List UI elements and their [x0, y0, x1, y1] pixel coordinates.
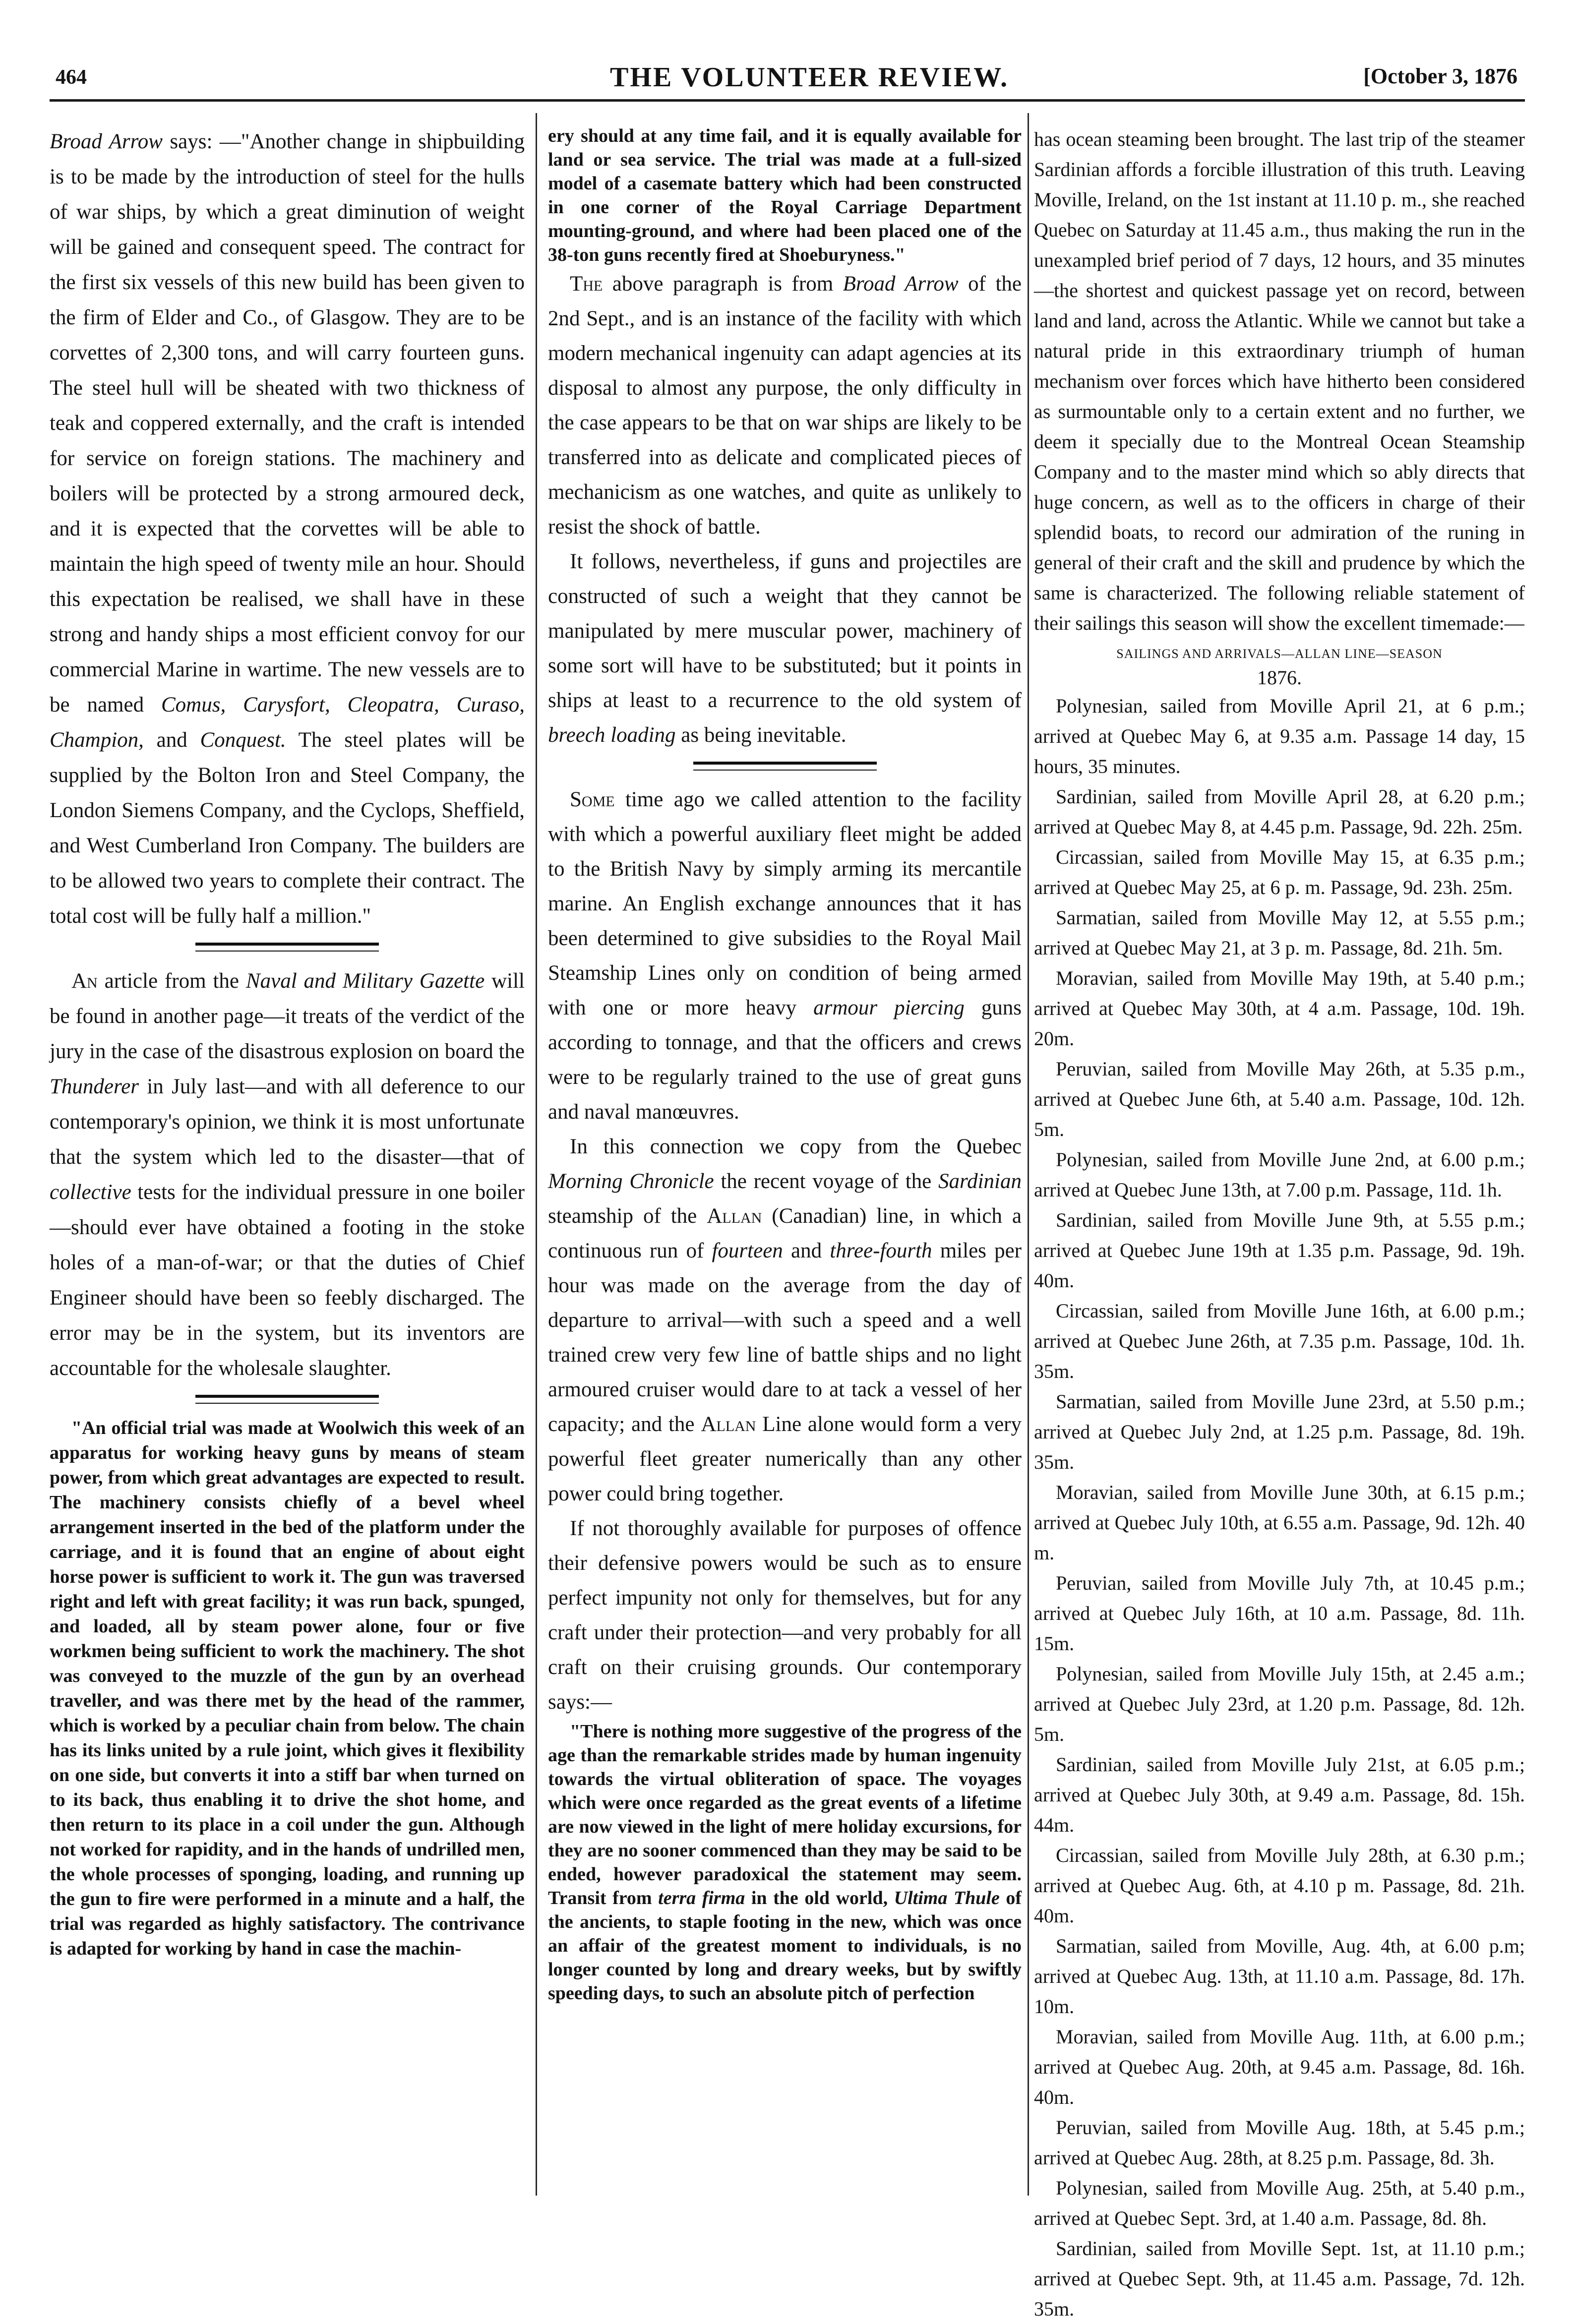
article-text: time ago we called attention to the facility with which a powerful auxiliary fleet might be added to the British Navy by simply arming its mercantile marine. An English exchange announces that it has been determined to give subsidies to the Royal Mail Steamship Lines only on condition of being armed with one or more heavy: [548, 788, 1022, 1019]
line-name: Allan: [707, 1204, 762, 1228]
voyage-list: [1034, 691, 1525, 2324]
ship-name: Sardinian: [938, 1170, 1022, 1193]
article-text: in July last—and with all deference to our contemporary's opinion, we think it is most unfortunate that the system which led to the disaster—that of: [50, 1075, 525, 1169]
header-rule: [50, 99, 1525, 102]
ship-name: Thunderer: [50, 1075, 139, 1098]
article-text: The steel plates will be supplied by the Bolton Iron and Steel Company, the London Siemens Company, and the Cyclops, Sheffield, and West Cumberland Iron Company. The builders are to be allowed two years to complete their contract. The total cost will be fully half a million.": [50, 728, 525, 928]
article-text: of the 2nd Sept., and is an instance of the facility with which modern mechanical ingenuity can adapt agencies at its disposal to almost any purpose, the only difficulty in the case appears to be that on war ships are likely to be transferred into as delicate and complicated pieces of mechanicism as one watches, and quite as unlikely to resist the shock of battle.: [548, 272, 1022, 538]
voyage-entry: Polynesian, sailed from Moville April 21, at 6 p.m.; arrived at Quebec May 6, at 9.35 a.m. Passage 14 day, 15 hours, 35 minutes.: [1034, 695, 1525, 777]
voyage-entry: Peruvian, sailed from Moville May 26th, at 5.35 p.m., arrived at Quebec June 6th, at 5.40 a.m. Passage, 10d. 12h. 5m.: [1034, 1058, 1525, 1140]
article-text: the recent voyage of the: [714, 1170, 938, 1193]
article-breech-loading: [548, 544, 1022, 753]
voyage-entry: Sardinian, sailed from Moville July 21st, at 6.05 p.m.; arrived at Quebec July 30th, at 9.49 a.m. Passage, 8d. 15h. 44m.: [1034, 1753, 1525, 1836]
voyage-entry: Sarmatian, sailed from Moville May 12, at 5.55 p.m.; arrived at Quebec May 21, at 3 p. m. Passage, 8d. 21h. 5m.: [1034, 906, 1525, 959]
newspaper-name: Naval and Military Gazette: [245, 969, 485, 993]
column-3: [1034, 124, 1525, 2324]
article-text: Line alone would form a very powerful fleet greater numerically than any other power could bring together.: [548, 1413, 1022, 1505]
article-text: article from the: [97, 969, 246, 993]
emphasis: three-fourth: [830, 1239, 932, 1262]
article-text: steamship of the: [548, 1204, 707, 1228]
voyage-entry: Sardinian, sailed from Moville Sept. 1st, at 11.10 p.m.; arrived at Quebec Sept. 9th, at 11.45 a.m. Passage, 7d. 12h. 35m.: [1034, 2237, 1525, 2320]
quote-text: of the ancients, to staple footing in the new, which was once an affair of the greatest moment to individuals, is no longer counted by long and dreary weeks, but by swiftly speeding days, to such an absolute pitch of perfection: [548, 1888, 1022, 2004]
voyage-entry: Sardinian, sailed from Moville April 28, at 6.20 p.m.; arrived at Quebec May 8, at 4.45 p.m. Passage, 9d. 22h. 25m.: [1034, 785, 1525, 838]
section-divider: [50, 934, 525, 963]
lead-word: Some: [570, 788, 615, 811]
emphasis: armour piercing: [813, 996, 965, 1019]
voyage-entry: Moravian, sailed from Moville Aug. 11th, at 6.00 p.m.; arrived at Quebec Aug. 20th, at 9.45 a.m. Passage, 8d. 16h. 40m.: [1034, 2026, 1525, 2108]
article-text: (Canadian) line, in which a continuous run of: [548, 1204, 1022, 1262]
voyage-entry: Moravian, sailed from Moville June 30th, at 6.15 p.m.; arrived at Quebec July 10th, at 6.55 a.m. Passage, 9d. 12h. 40 m.: [1034, 1481, 1525, 1564]
article-text: above paragraph is from: [603, 272, 843, 296]
page-number: 464: [56, 66, 87, 89]
voyage-entry: Moravian, sailed from Moville May 19th, at 5.40 p.m.; arrived at Quebec May 30th, at 4 a.m. Passage, 10d. 19h. 20m.: [1034, 967, 1525, 1050]
column-1: [50, 124, 525, 1961]
voyage-entry: Sardinian, sailed from Moville June 9th, at 5.55 p.m.; arrived at Quebec June 19th at 1.35 p.m. Passage, 9d. 19h. 40m.: [1034, 1209, 1525, 1292]
article-text: will be found in another page—it treats of the verdict of the jury in the case of the disastrous explosion on board the: [50, 969, 525, 1063]
ship-names: Comus, Carysfort, Cleopatra, Curaso, Champion,: [50, 693, 525, 752]
emphasis: Ultima Thule: [894, 1888, 1000, 1908]
schedule-heading: SAILINGS AND ARRIVALS—ALLAN LINE—SEASON: [1116, 647, 1443, 661]
section-divider: [50, 1386, 525, 1416]
voyage-entry: Polynesian, sailed from Moville June 2nd, at 6.00 p.m.; arrived at Quebec June 13th, at 7.00 p.m. Passage, 11d. 1h.: [1034, 1148, 1525, 1201]
voyage-entry: Circassian, sailed from Moville July 28th, at 6.30 p.m.; arrived at Quebec Aug. 6th, at 4.10 p m. Passage, 8d. 21h. 40m.: [1034, 1844, 1525, 1927]
article-text: guns according to tonnage, and that the officers and crews were to be regularly trained to the use of great guns and naval manœuvres.: [548, 996, 1022, 1124]
quoted-woolwich-trial: "An official trial was made at Woolwich this week of an apparatus for working heavy guns by means of steam power, from which great advantages are expected to result. The machinery consists chiefly of a bevel wheel arrangement inserted in the bed of the platform under the carriage, and it is found that an engine of about eight horse power is sufficient to work it. The gun was traversed right and left with great facility; it was run back, spunged, and loaded, all by steam power alone, four or five workmen being sufficient to work the machinery. The shot was conveyed to the muzzle of the gun by an overhead traveller, and was there met by the head of the rammer, which is worked by a peculiar chain from below. The chain has its links united by a rule joint, which gives it flexibility on one side, but converts it into a stiff bar when turned on to its back, thus enabling it to drive the shot home, and then return to its place in a coil under the gun. Although not worked for rapidity, and in the hands of undrilled men, the whole processes of sponging, loading, and running up the gun to fire were performed in a minute and a half, the trial was regarded as highly satisfactory. The contrivance is adapted for working by hand in case the machin-: [50, 1418, 525, 1959]
source-name: Broad Arrow: [843, 272, 959, 296]
emphasis: fourteen: [712, 1239, 783, 1262]
article-mechanical-ingenuity: [548, 267, 1022, 544]
section-divider: [548, 753, 1022, 782]
emphasis: terra firma: [658, 1888, 745, 1908]
schedule-year: 1876.: [1257, 666, 1302, 689]
article-text: miles per hour was made on the average from the day of departure to arrival—with such a speed and a well trained crew very few line of battle ships and no light armoured cruiser would dare to at tack a vessel of her capacity; and the: [548, 1239, 1022, 1436]
article-text: and: [143, 728, 200, 752]
article-text: tests for the individual pressure in one boiler—should ever have obtained a footing in the stoke holes of a man-of-war; or that the duties of Chief Engineer should have been so feebly discharged. The error may be in the system, but its inventors are accountable for the wholesale slaughter.: [50, 1181, 525, 1380]
quote-text: in the old world,: [745, 1888, 894, 1908]
article-text: It follows, nevertheless, if guns and projectiles are constructed of such a weight that they cannot be manipulated by mere muscular power, machinery of some sort will have to be substituted; but it points in ships at least to a recurrence to the old system of: [548, 550, 1022, 712]
column-rule-1: [536, 113, 537, 2196]
article-text: as being inevitable.: [675, 723, 847, 747]
source-name: Broad Arrow: [50, 130, 163, 153]
line-name: Allan: [701, 1413, 756, 1436]
voyage-entry: Circassian, sailed from Moville June 16th, at 6.00 p.m.; arrived at Quebec June 26th, at 7.35 p.m. Passage, 10d. 1h. 35m.: [1034, 1300, 1525, 1382]
voyage-entry: Polynesian, sailed from Moville July 15th, at 2.45 a.m.; arrived at Quebec July 23rd, at 1.20 p.m. Passage, 8d. 12h. 5m.: [1034, 1663, 1525, 1745]
voyage-entry: Sarmatian, sailed from Moville, Aug. 4th, at 6.00 p.m; arrived at Quebec Aug. 13th, at 11.10 a.m. Passage, 8d. 17h. 10m.: [1034, 1935, 1525, 2018]
quoted-ocean-steaming: [548, 1720, 1022, 2005]
voyage-entry: Circassian, sailed from Moville May 15, at 6.35 p.m.; arrived at Quebec May 25, at 6 p. m. Passage, 9d. 23h. 25m.: [1034, 846, 1525, 898]
article-thunderer-explosion: [50, 963, 525, 1386]
emphasis: collective: [50, 1181, 131, 1204]
voyage-entry: Polynesian, sailed from Moville Aug. 25th, at 5.40 p.m., arrived at Quebec Sept. 3rd, at 1.40 a.m. Passage, 8d. 8h.: [1034, 2177, 1525, 2229]
newspaper-name: Morning Chronicle: [548, 1170, 714, 1193]
voyage-entry: Peruvian, sailed from Moville July 7th, at 10.45 p.m.; arrived at Quebec July 16th, at 10 a.m. Passage, 8d. 11h. 15m.: [1034, 1572, 1525, 1655]
article-sardinian-voyage: [548, 1130, 1022, 1511]
column-rule-2: [1028, 113, 1029, 2196]
emphasis: breech loading: [548, 723, 676, 747]
issue-date: [October 3, 1876: [1363, 64, 1517, 88]
voyage-entry: Sarmatian, sailed from Moville June 23rd, at 5.50 p.m.; arrived at Quebec July 2nd, at 1.25 p.m. Passage, 8d. 19h. 35m.: [1034, 1390, 1525, 1473]
article-defensive-powers: If not thoroughly available for purposes of offence their defensive powers would be such as to ensure perfect impunity not only for themselves, but for any craft under their protection—and very probably for all craft on their cruising grounds. Our contemporary says:—: [548, 1517, 1022, 1714]
journal-title: THE VOLUNTEER REVIEW.: [610, 62, 1009, 93]
article-text: and: [783, 1239, 830, 1262]
article-auxiliary-fleet: [548, 782, 1022, 1130]
quoted-woolwich-trial-cont: ery should at any time fail, and it is equally available for land or sea service. The trial was made at a full-sized model of a casemate battery which had been constructed in one corner of the Royal Carriage Department mounting-ground, and where had been placed one of the 38-ton guns recently fired at Shoeburyness.": [548, 125, 1022, 265]
article-text: says: —"Another change in shipbuilding is to be made by the introduction of steel for the hulls of war ships, by which a great diminution of weight will be gained and consequent speed. The contract for the first six vessels of this new build has been given to the firm of Elder and Co., of Glasgow. They are to be corvettes of 2,300 tons, and will carry fourteen guns. The steel hull will be sheated with two thickness of teak and coppered externally, and the craft is intended for service on foreign stations. The machinery and boilers will be protected by a strong armoured deck, and it is expected that the corvettes will be able to maintain the high speed of twenty mile an hour. Should this expectation be realised, we shall have in these strong and handy ships a most efficient convoy for our commercial Marine in wartime. The new vessels are to be named: [50, 130, 525, 716]
lead-word: An: [71, 969, 98, 993]
article-text: In this connection we copy from the Quebec: [570, 1135, 1022, 1158]
lead-word: The: [570, 272, 603, 296]
column-2: [548, 124, 1022, 2005]
article-ocean-steaming-cont: has ocean steaming been brought. The last trip of the steamer Sardinian affords a forcible illustration of this truth. Leaving Moville, Ireland, on the 1st instant at 11.10 p. m., she reached Quebec on Saturday at 11.45 a.m., thus making the run in the unexampled brief period of 7 days, 12 hours, and 35 minutes—the shortest and quickest passage yet on record, between land and land, across the Atlantic. While we cannot but take a natural pride in this extraordinary triumph of human mechanism over forces which have hitherto been considered as surmountable only to a certain extent and no further, we deem it specially due to the Montreal Ocean Steamship Company and to the master mind which so ably directs that huge concern, as well as to the officers in charge of their splendid boats, to record our admiration of the runing in general of their craft and the skill and prudence by which the same is characterized. The following reliable statement of their sailings this season will show the excellent timemade:—: [1034, 128, 1525, 634]
quote-text: "There is nothing more suggestive of the progress of the age than the remarkable strides made by human ingenuity towards the virtual obliteration of space. The voyages which were once regarded as the great events of a lifetime are now viewed in the light of mere holiday excursions, for they are no sooner commenced than they may be said to be ended, however paradoxical the statement may seem. Transit from: [548, 1721, 1022, 1908]
article-steel-shipbuilding: [50, 124, 525, 934]
ship-name: Conquest.: [200, 728, 286, 752]
voyage-entry: Peruvian, sailed from Moville Aug. 18th, at 5.45 p.m.; arrived at Quebec Aug. 28th, at 8.25 p.m. Passage, 8d. 3h.: [1034, 2116, 1525, 2169]
